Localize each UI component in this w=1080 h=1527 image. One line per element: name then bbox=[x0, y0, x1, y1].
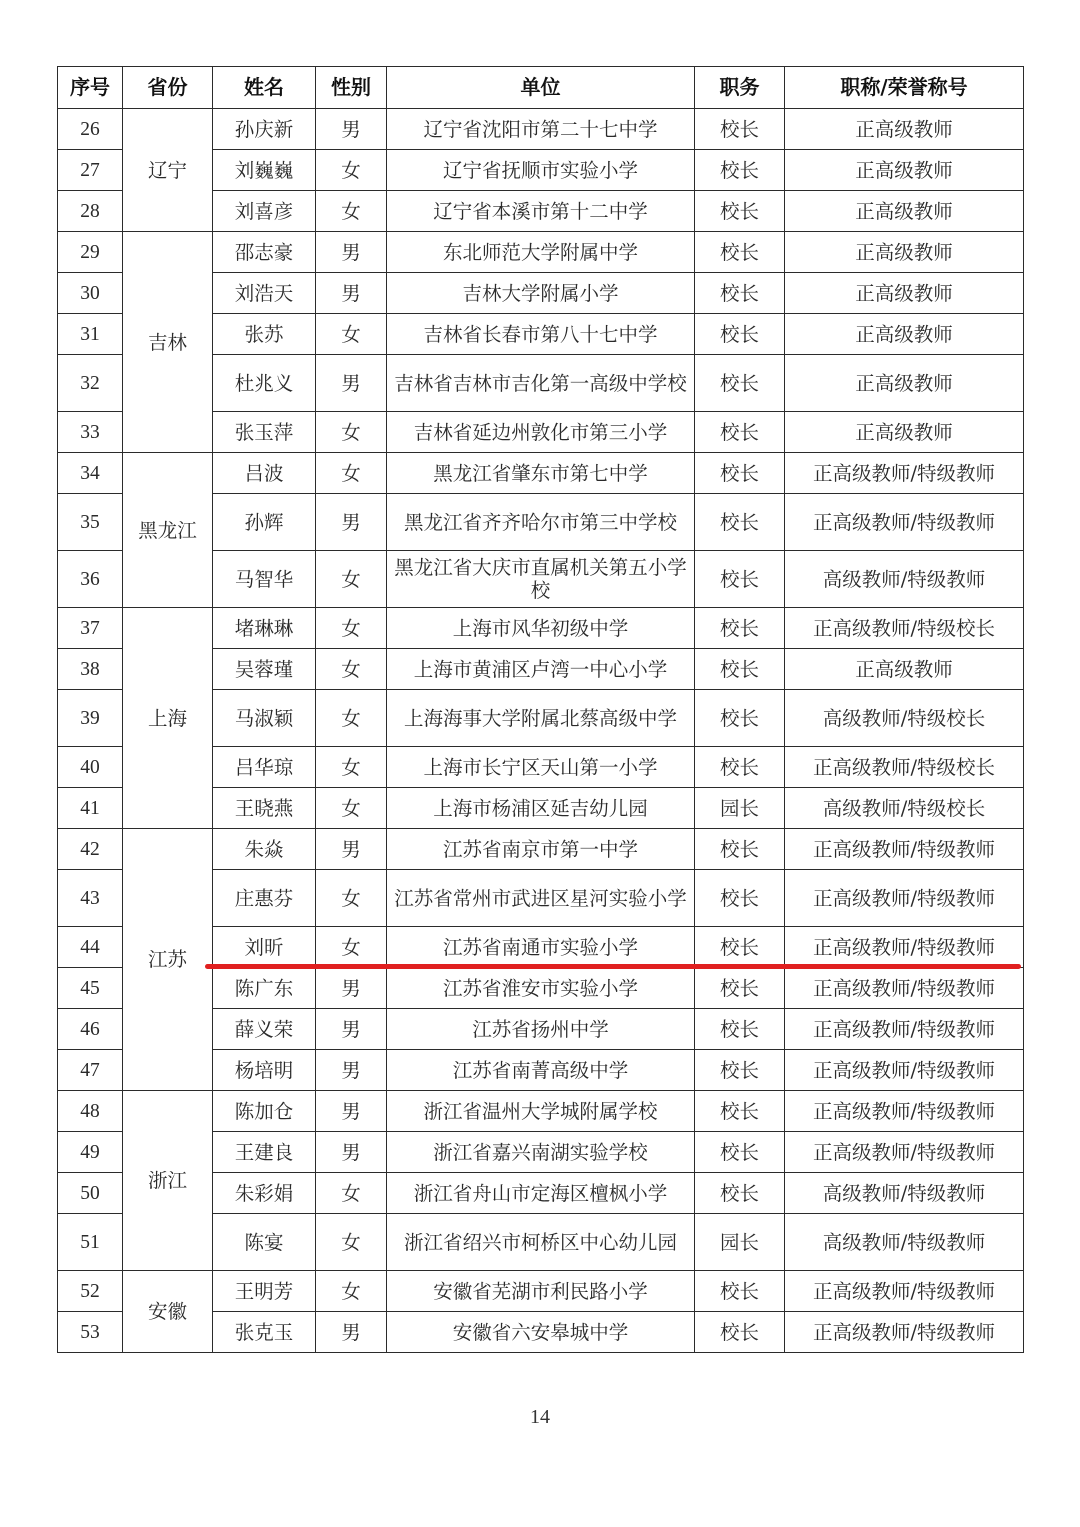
cell-position: 园长 bbox=[695, 788, 785, 829]
cell-gender: 男 bbox=[316, 273, 387, 314]
cell-title: 正高级教师/特级教师 bbox=[785, 1050, 1024, 1091]
cell-no: 42 bbox=[58, 829, 123, 870]
cell-gender: 女 bbox=[316, 412, 387, 453]
cell-name: 杜兆义 bbox=[213, 355, 316, 412]
cell-unit: 吉林大学附属小学 bbox=[387, 273, 695, 314]
personnel-table bbox=[57, 66, 1024, 1353]
cell-unit: 吉林省延边州敦化市第三小学 bbox=[387, 412, 695, 453]
cell-no: 41 bbox=[58, 788, 123, 829]
cell-title: 正高级教师/特级教师 bbox=[785, 829, 1024, 870]
cell-position: 校长 bbox=[695, 649, 785, 690]
cell-unit: 吉林省长春市第八十七中学 bbox=[387, 314, 695, 355]
cell-province: 安徽 bbox=[123, 1271, 213, 1353]
cell-gender: 男 bbox=[316, 494, 387, 551]
cell-name: 刘喜彦 bbox=[213, 191, 316, 232]
cell-gender: 男 bbox=[316, 1009, 387, 1050]
cell-name: 刘昕 bbox=[213, 927, 316, 968]
cell-name: 杨培明 bbox=[213, 1050, 316, 1091]
cell-gender: 男 bbox=[316, 1312, 387, 1353]
cell-gender: 男 bbox=[316, 109, 387, 150]
cell-gender: 男 bbox=[316, 355, 387, 412]
cell-title: 正高级教师 bbox=[785, 232, 1024, 273]
table-row bbox=[58, 1271, 1024, 1312]
cell-position: 校长 bbox=[695, 1050, 785, 1091]
cell-name: 陈宴 bbox=[213, 1214, 316, 1271]
table-row bbox=[58, 453, 1024, 494]
cell-position: 校长 bbox=[695, 494, 785, 551]
cell-gender: 女 bbox=[316, 551, 387, 608]
cell-gender: 女 bbox=[316, 1173, 387, 1214]
cell-province: 江苏 bbox=[123, 829, 213, 1091]
cell-unit: 上海市长宁区天山第一小学 bbox=[387, 747, 695, 788]
cell-title: 正高级教师/特级教师 bbox=[785, 1009, 1024, 1050]
cell-position: 校长 bbox=[695, 412, 785, 453]
cell-name: 吕波 bbox=[213, 453, 316, 494]
cell-gender: 男 bbox=[316, 232, 387, 273]
cell-position: 校长 bbox=[695, 551, 785, 608]
cell-title: 正高级教师 bbox=[785, 150, 1024, 191]
header-province: 省份 bbox=[123, 67, 213, 109]
cell-unit: 辽宁省本溪市第十二中学 bbox=[387, 191, 695, 232]
table-row bbox=[58, 608, 1024, 649]
cell-unit: 上海市风华初级中学 bbox=[387, 608, 695, 649]
cell-unit: 浙江省温州大学城附属学校 bbox=[387, 1091, 695, 1132]
cell-name: 张玉萍 bbox=[213, 412, 316, 453]
cell-no: 49 bbox=[58, 1132, 123, 1173]
cell-province: 浙江 bbox=[123, 1091, 213, 1271]
header-gender: 性别 bbox=[316, 67, 387, 109]
cell-no: 33 bbox=[58, 412, 123, 453]
cell-title: 高级教师/特级教师 bbox=[785, 1214, 1024, 1271]
header-unit: 单位 bbox=[387, 67, 695, 109]
cell-unit: 黑龙江省齐齐哈尔市第三中学校 bbox=[387, 494, 695, 551]
cell-title: 正高级教师 bbox=[785, 412, 1024, 453]
cell-no: 27 bbox=[58, 150, 123, 191]
cell-province: 上海 bbox=[123, 608, 213, 829]
cell-no: 29 bbox=[58, 232, 123, 273]
cell-gender: 男 bbox=[316, 1132, 387, 1173]
cell-position: 校长 bbox=[695, 453, 785, 494]
cell-unit: 浙江省嘉兴南湖实验学校 bbox=[387, 1132, 695, 1173]
cell-gender: 女 bbox=[316, 927, 387, 968]
cell-unit: 吉林省吉林市吉化第一高级中学校 bbox=[387, 355, 695, 412]
cell-no: 31 bbox=[58, 314, 123, 355]
cell-no: 47 bbox=[58, 1050, 123, 1091]
cell-gender: 女 bbox=[316, 747, 387, 788]
cell-no: 39 bbox=[58, 690, 123, 747]
cell-unit: 东北师范大学附属中学 bbox=[387, 232, 695, 273]
cell-name: 张苏 bbox=[213, 314, 316, 355]
cell-unit: 江苏省南菁高级中学 bbox=[387, 1050, 695, 1091]
cell-title: 正高级教师/特级教师 bbox=[785, 1132, 1024, 1173]
cell-title: 高级教师/特级教师 bbox=[785, 551, 1024, 608]
cell-position: 园长 bbox=[695, 1214, 785, 1271]
cell-no: 30 bbox=[58, 273, 123, 314]
cell-name: 王晓燕 bbox=[213, 788, 316, 829]
cell-position: 校长 bbox=[695, 927, 785, 968]
cell-unit: 江苏省南京市第一中学 bbox=[387, 829, 695, 870]
cell-gender: 男 bbox=[316, 829, 387, 870]
cell-title: 正高级教师 bbox=[785, 355, 1024, 412]
cell-title: 正高级教师 bbox=[785, 314, 1024, 355]
cell-position: 校长 bbox=[695, 1271, 785, 1312]
table-row bbox=[58, 232, 1024, 273]
cell-unit: 黑龙江省肇东市第七中学 bbox=[387, 453, 695, 494]
cell-no: 44 bbox=[58, 927, 123, 968]
cell-gender: 女 bbox=[316, 191, 387, 232]
cell-title: 正高级教师/特级教师 bbox=[785, 1271, 1024, 1312]
cell-title: 正高级教师/特级教师 bbox=[785, 494, 1024, 551]
cell-province: 辽宁 bbox=[123, 109, 213, 232]
cell-title: 正高级教师/特级校长 bbox=[785, 747, 1024, 788]
cell-gender: 女 bbox=[316, 150, 387, 191]
cell-title: 正高级教师 bbox=[785, 273, 1024, 314]
cell-no: 50 bbox=[58, 1173, 123, 1214]
cell-position: 校长 bbox=[695, 1132, 785, 1173]
cell-name: 孙庆新 bbox=[213, 109, 316, 150]
cell-position: 校长 bbox=[695, 1091, 785, 1132]
cell-gender: 男 bbox=[316, 1050, 387, 1091]
cell-gender: 女 bbox=[316, 1271, 387, 1312]
cell-no: 48 bbox=[58, 1091, 123, 1132]
cell-gender: 女 bbox=[316, 649, 387, 690]
cell-position: 校长 bbox=[695, 109, 785, 150]
red-underline-annotation bbox=[205, 964, 1021, 969]
cell-title: 正高级教师 bbox=[785, 109, 1024, 150]
cell-name: 马智华 bbox=[213, 551, 316, 608]
cell-name: 陈加仓 bbox=[213, 1091, 316, 1132]
cell-no: 26 bbox=[58, 109, 123, 150]
header-name: 姓名 bbox=[213, 67, 316, 109]
cell-name: 吴蓉瑾 bbox=[213, 649, 316, 690]
cell-no: 46 bbox=[58, 1009, 123, 1050]
cell-unit: 上海市杨浦区延吉幼儿园 bbox=[387, 788, 695, 829]
cell-gender: 女 bbox=[316, 1214, 387, 1271]
cell-no: 36 bbox=[58, 551, 123, 608]
cell-title: 正高级教师/特级教师 bbox=[785, 927, 1024, 968]
cell-unit: 江苏省扬州中学 bbox=[387, 1009, 695, 1050]
cell-unit: 浙江省舟山市定海区檀枫小学 bbox=[387, 1173, 695, 1214]
cell-name: 刘巍巍 bbox=[213, 150, 316, 191]
cell-position: 校长 bbox=[695, 1312, 785, 1353]
cell-name: 马淑颖 bbox=[213, 690, 316, 747]
cell-name: 朱彩娟 bbox=[213, 1173, 316, 1214]
header-position: 职务 bbox=[695, 67, 785, 109]
cell-province: 黑龙江 bbox=[123, 453, 213, 608]
cell-gender: 女 bbox=[316, 608, 387, 649]
cell-unit: 安徽省六安皋城中学 bbox=[387, 1312, 695, 1353]
table-body bbox=[58, 109, 1024, 1353]
cell-gender: 女 bbox=[316, 314, 387, 355]
cell-name: 王建良 bbox=[213, 1132, 316, 1173]
cell-position: 校长 bbox=[695, 355, 785, 412]
cell-name: 朱焱 bbox=[213, 829, 316, 870]
cell-no: 37 bbox=[58, 608, 123, 649]
cell-title: 正高级教师/特级教师 bbox=[785, 870, 1024, 927]
cell-gender: 女 bbox=[316, 870, 387, 927]
header-no: 序号 bbox=[58, 67, 123, 109]
header-title: 职称/荣誉称号 bbox=[785, 67, 1024, 109]
cell-title: 正高级教师/特级教师 bbox=[785, 453, 1024, 494]
cell-no: 40 bbox=[58, 747, 123, 788]
cell-no: 53 bbox=[58, 1312, 123, 1353]
cell-title: 正高级教师 bbox=[785, 649, 1024, 690]
cell-name: 堵琳琳 bbox=[213, 608, 316, 649]
cell-position: 校长 bbox=[695, 273, 785, 314]
cell-name: 刘浩天 bbox=[213, 273, 316, 314]
cell-title: 高级教师/特级校长 bbox=[785, 788, 1024, 829]
cell-position: 校长 bbox=[695, 829, 785, 870]
cell-position: 校长 bbox=[695, 870, 785, 927]
cell-unit: 上海市黄浦区卢湾一中心小学 bbox=[387, 649, 695, 690]
cell-no: 51 bbox=[58, 1214, 123, 1271]
cell-title: 高级教师/特级校长 bbox=[785, 690, 1024, 747]
cell-no: 34 bbox=[58, 453, 123, 494]
cell-position: 校长 bbox=[695, 232, 785, 273]
cell-unit: 江苏省常州市武进区星河实验小学 bbox=[387, 870, 695, 927]
cell-no: 28 bbox=[58, 191, 123, 232]
cell-unit: 辽宁省抚顺市实验小学 bbox=[387, 150, 695, 191]
cell-no: 43 bbox=[58, 870, 123, 927]
cell-gender: 女 bbox=[316, 690, 387, 747]
cell-name: 庄惠芬 bbox=[213, 870, 316, 927]
cell-name: 张克玉 bbox=[213, 1312, 316, 1353]
cell-gender: 女 bbox=[316, 788, 387, 829]
cell-province: 吉林 bbox=[123, 232, 213, 453]
cell-gender: 女 bbox=[316, 453, 387, 494]
cell-position: 校长 bbox=[695, 690, 785, 747]
cell-gender: 男 bbox=[316, 1091, 387, 1132]
cell-no: 38 bbox=[58, 649, 123, 690]
cell-no: 32 bbox=[58, 355, 123, 412]
cell-no: 52 bbox=[58, 1271, 123, 1312]
cell-title: 正高级教师 bbox=[785, 191, 1024, 232]
cell-name: 邵志豪 bbox=[213, 232, 316, 273]
cell-position: 校长 bbox=[695, 1009, 785, 1050]
cell-name: 薛义荣 bbox=[213, 1009, 316, 1050]
cell-title: 正高级教师/特级教师 bbox=[785, 1091, 1024, 1132]
cell-name: 陈广东 bbox=[213, 968, 316, 1009]
cell-no: 35 bbox=[58, 494, 123, 551]
page-number: 14 bbox=[530, 1406, 550, 1428]
cell-position: 校长 bbox=[695, 1173, 785, 1214]
cell-position: 校长 bbox=[695, 191, 785, 232]
cell-unit: 江苏省淮安市实验小学 bbox=[387, 968, 695, 1009]
cell-title: 正高级教师/特级校长 bbox=[785, 608, 1024, 649]
cell-name: 王明芳 bbox=[213, 1271, 316, 1312]
cell-unit: 黑龙江省大庆市直属机关第五小学校 bbox=[387, 551, 695, 608]
cell-gender: 男 bbox=[316, 968, 387, 1009]
cell-unit: 上海海事大学附属北蔡高级中学 bbox=[387, 690, 695, 747]
cell-position: 校长 bbox=[695, 150, 785, 191]
cell-unit: 浙江省绍兴市柯桥区中心幼儿园 bbox=[387, 1214, 695, 1271]
cell-unit: 安徽省芜湖市利民路小学 bbox=[387, 1271, 695, 1312]
table-header-row bbox=[58, 67, 1024, 109]
cell-unit: 辽宁省沈阳市第二十七中学 bbox=[387, 109, 695, 150]
cell-no: 45 bbox=[58, 968, 123, 1009]
cell-position: 校长 bbox=[695, 314, 785, 355]
cell-title: 高级教师/特级教师 bbox=[785, 1173, 1024, 1214]
cell-unit: 江苏省南通市实验小学 bbox=[387, 927, 695, 968]
cell-position: 校长 bbox=[695, 968, 785, 1009]
table-row bbox=[58, 109, 1024, 150]
cell-name: 孙辉 bbox=[213, 494, 316, 551]
cell-position: 校长 bbox=[695, 608, 785, 649]
table-row bbox=[58, 829, 1024, 870]
cell-name: 吕华琼 bbox=[213, 747, 316, 788]
cell-position: 校长 bbox=[695, 747, 785, 788]
table-row bbox=[58, 1091, 1024, 1132]
cell-title: 正高级教师/特级教师 bbox=[785, 968, 1024, 1009]
cell-title: 正高级教师/特级教师 bbox=[785, 1312, 1024, 1353]
